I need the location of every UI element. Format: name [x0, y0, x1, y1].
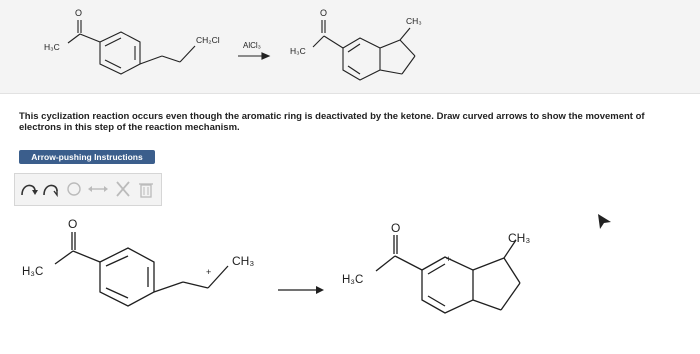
right-oxygen-label: O	[391, 221, 401, 235]
product-methyl-label: H₃C	[290, 46, 306, 56]
product-ring-methyl-label: CH₃	[406, 16, 422, 26]
reactant-methyl-label: H₃C	[44, 42, 60, 52]
left-methyl-label: H₃C	[22, 266, 44, 278]
right-methyl-label: H₃C	[342, 274, 364, 286]
left-terminal-methyl-label: CH₃	[232, 254, 255, 268]
arrow-pushing-instructions-button[interactable]: Arrow-pushing Instructions	[19, 150, 155, 164]
reactant-chloride-label: CH₂Cl	[196, 35, 220, 45]
reagent-label: AlCl₃	[243, 41, 261, 50]
right-charge-label: +	[446, 254, 452, 264]
left-oxygen-label: O	[68, 217, 78, 231]
cursor-pointer-icon	[598, 214, 611, 229]
left-charge-label: +	[206, 267, 212, 277]
product-oxygen-label: O	[320, 8, 328, 18]
right-ring-methyl-label: CH₃	[508, 231, 531, 245]
question-text: This cyclization reaction occurs even though the aromatic ring is deactivated by the ketone. Draw curved arrows to show the movement of electrons in this step of the reaction mechanism.	[19, 111, 645, 133]
reactant-oxygen-label: O	[75, 8, 83, 18]
